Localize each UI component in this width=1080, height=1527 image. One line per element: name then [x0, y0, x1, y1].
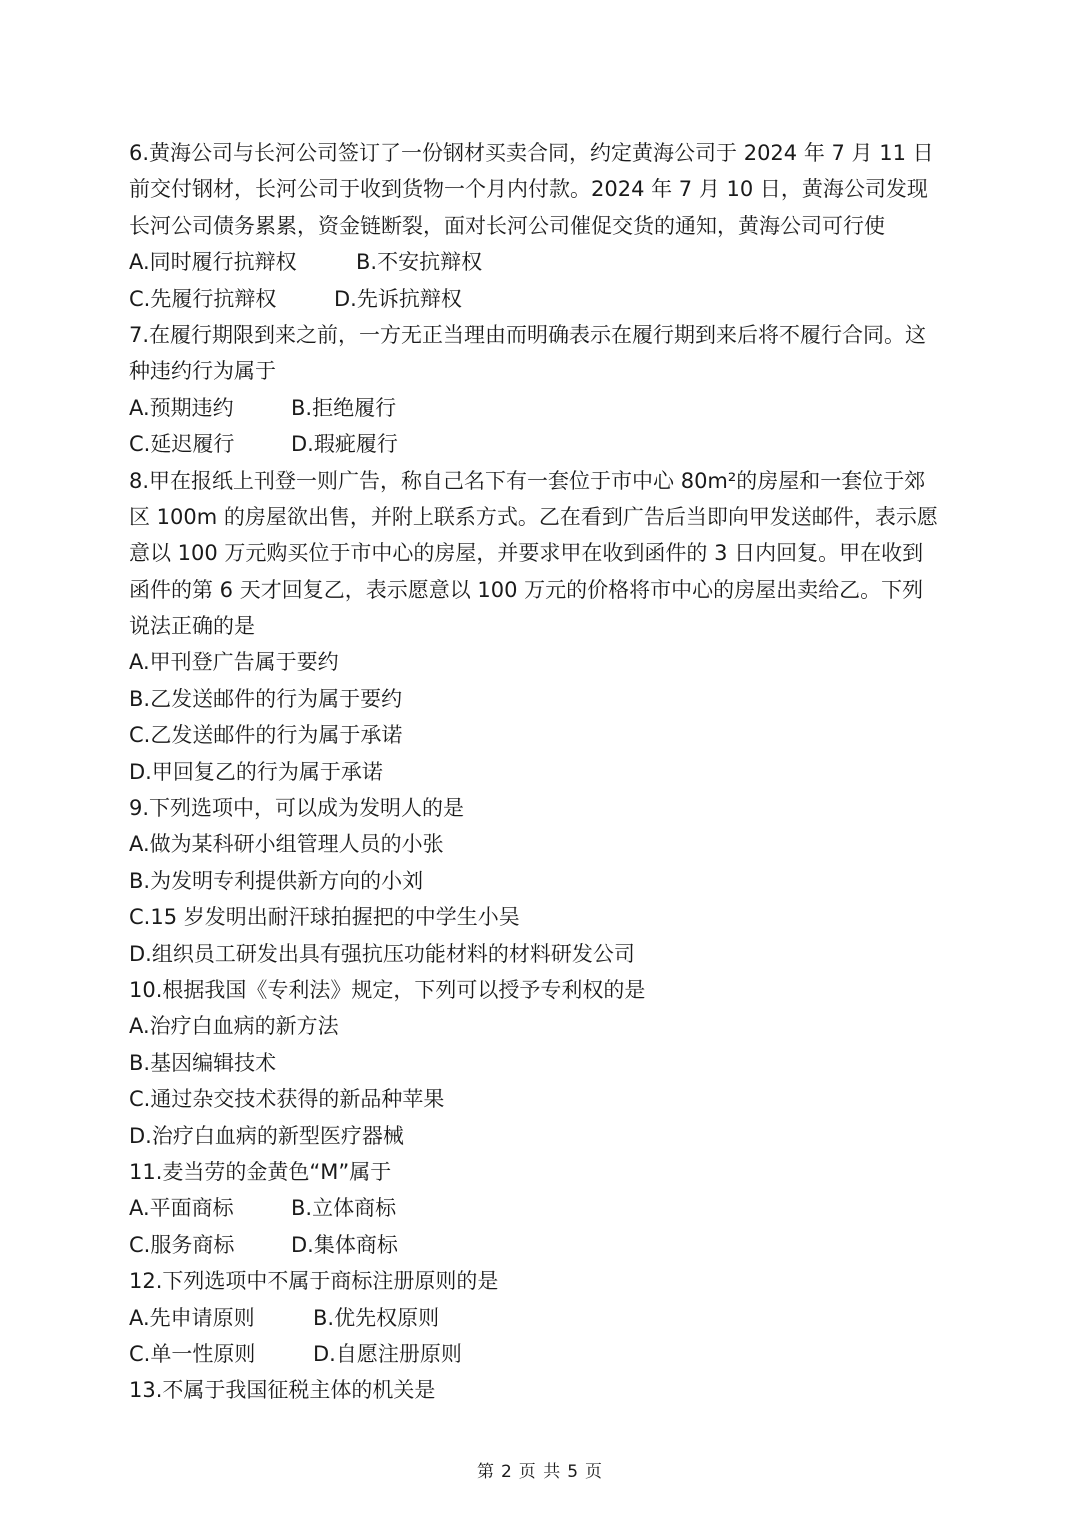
question-7-option-a: A.预期违约 [129, 395, 234, 420]
question-6-option-b: B.不安抗辩权 [356, 250, 483, 275]
question-6-stem-line: 前交付钢材，长河公司于收到货物一个月内付款。2024 年 7 月 10 日，黄海公司发现 [129, 177, 928, 202]
question-7-stem-line: 种违约行为属于 [129, 359, 276, 384]
question-7-options-row [129, 390, 959, 426]
question-10-option-d: D.治疗白血病的新型医疗器械 [129, 1123, 404, 1148]
question-12-options-row [129, 1300, 959, 1336]
question-12-option-d: D.自愿注册原则 [313, 1341, 462, 1366]
question-8-option-a: A.甲刊登广告属于要约 [129, 650, 339, 675]
question-7-option-b: B.拒绝履行 [291, 395, 397, 420]
question-12 [129, 1263, 959, 1372]
question-9-option-d: D.组织员工研发出具有强抗压功能材料的材料研发公司 [129, 941, 635, 966]
question-9-option-b: B.为发明专利提供新方向的小刘 [129, 868, 424, 893]
question-9 [129, 790, 959, 972]
question-6 [129, 135, 959, 317]
question-12-options-row [129, 1336, 959, 1372]
question-12-option-b: B.优先权原则 [313, 1305, 440, 1330]
question-11-option-a: A.平面商标 [129, 1196, 234, 1221]
question-8-stem-line: 说法正确的是 [129, 614, 255, 639]
question-7 [129, 317, 959, 463]
footer-prefix: 第 [476, 1462, 495, 1482]
question-8-stem-line: 函件的第 6 天才回复乙，表示愿意以 100 万元的价格将市中心的房屋出卖给乙。下列 [129, 577, 924, 602]
question-8-option-b: B.乙发送邮件的行为属于要约 [129, 686, 403, 711]
question-6-options-row [129, 244, 959, 280]
question-7-option-c: C.延迟履行 [129, 432, 235, 457]
question-9-stem-line: 9.下列选项中，可以成为发明人的是 [129, 796, 465, 821]
question-8-option-d: D.甲回复乙的行为属于承诺 [129, 759, 383, 784]
question-11-option-c: C.服务商标 [129, 1232, 235, 1257]
question-10-option-a: A.治疗白血病的新方法 [129, 1014, 339, 1039]
question-6-stem-line: 长河公司债务累累，资金链断裂，面对长河公司催促交货的通知，黄海公司可行使 [129, 213, 885, 238]
question-11-stem-line: 11.麦当劳的金黄色“M”属于 [129, 1159, 392, 1184]
question-6-options-row [129, 281, 959, 317]
question-12-option-a: A.先申请原则 [129, 1305, 255, 1330]
question-13 [129, 1372, 959, 1408]
question-11 [129, 1154, 959, 1263]
question-6-option-d: D.先诉抗辩权 [334, 286, 462, 311]
question-10-stem-line: 10.根据我国《专利法》规定，下列可以授予专利权的是 [129, 977, 646, 1002]
question-6-stem-line: 6.黄海公司与长河公司签订了一份钢材买卖合同，约定黄海公司于 2024 年 7 月 11 日 [129, 141, 934, 165]
question-12-option-c: C.单一性原则 [129, 1341, 256, 1366]
question-7-options-row [129, 426, 959, 462]
footer-mid: 页 共 [518, 1462, 562, 1482]
question-11-options-row [129, 1227, 959, 1263]
question-8 [129, 463, 959, 791]
question-7-option-d: D.瑕疵履行 [291, 432, 398, 457]
footer-total-pages: 5 [567, 1462, 580, 1482]
question-10-option-b: B.基因编辑技术 [129, 1050, 277, 1075]
question-7-stem-line: 7.在履行期限到来之前，一方无正当理由而明确表示在履行期到来后将不履行合同。这 [129, 322, 927, 347]
question-12-stem-line: 12.下列选项中不属于商标注册原则的是 [129, 1269, 499, 1294]
footer-suffix: 页 [585, 1462, 604, 1482]
footer-page-number: 2 [500, 1462, 513, 1482]
question-8-option-c: C.乙发送邮件的行为属于承诺 [129, 723, 403, 748]
question-10-option-c: C.通过杂交技术获得的新品种苹果 [129, 1087, 445, 1112]
question-list [129, 135, 959, 1409]
question-9-option-c: C.15 岁发明出耐汗球拍握把的中学生小吴 [129, 905, 520, 930]
question-11-option-d: D.集体商标 [291, 1232, 398, 1257]
question-9-option-a: A.做为某科研小组管理人员的小张 [129, 832, 444, 857]
question-11-options-row [129, 1190, 959, 1226]
question-10 [129, 972, 959, 1154]
question-11-option-b: B.立体商标 [291, 1196, 397, 1221]
question-13-stem-line: 13.不属于我国征税主体的机关是 [129, 1378, 436, 1403]
question-8-stem-line: 意以 100 万元购买位于市中心的房屋，并要求甲在收到函件的 3 日内回复。甲在收到 [129, 541, 924, 566]
page-footer [0, 1457, 1080, 1482]
question-8-stem-line: 8.甲在报纸上刊登一则广告，称自己名下有一套位于市中心 80m²的房屋和一套位于郊 [129, 468, 926, 493]
question-6-option-c: C.先履行抗辩权 [129, 286, 277, 311]
question-6-option-a: A.同时履行抗辩权 [129, 250, 297, 275]
question-8-stem-line: 区 100m 的房屋欲出售，并附上联系方式。乙在看到广告后当即向甲发送邮件，表示愿 [129, 504, 938, 529]
